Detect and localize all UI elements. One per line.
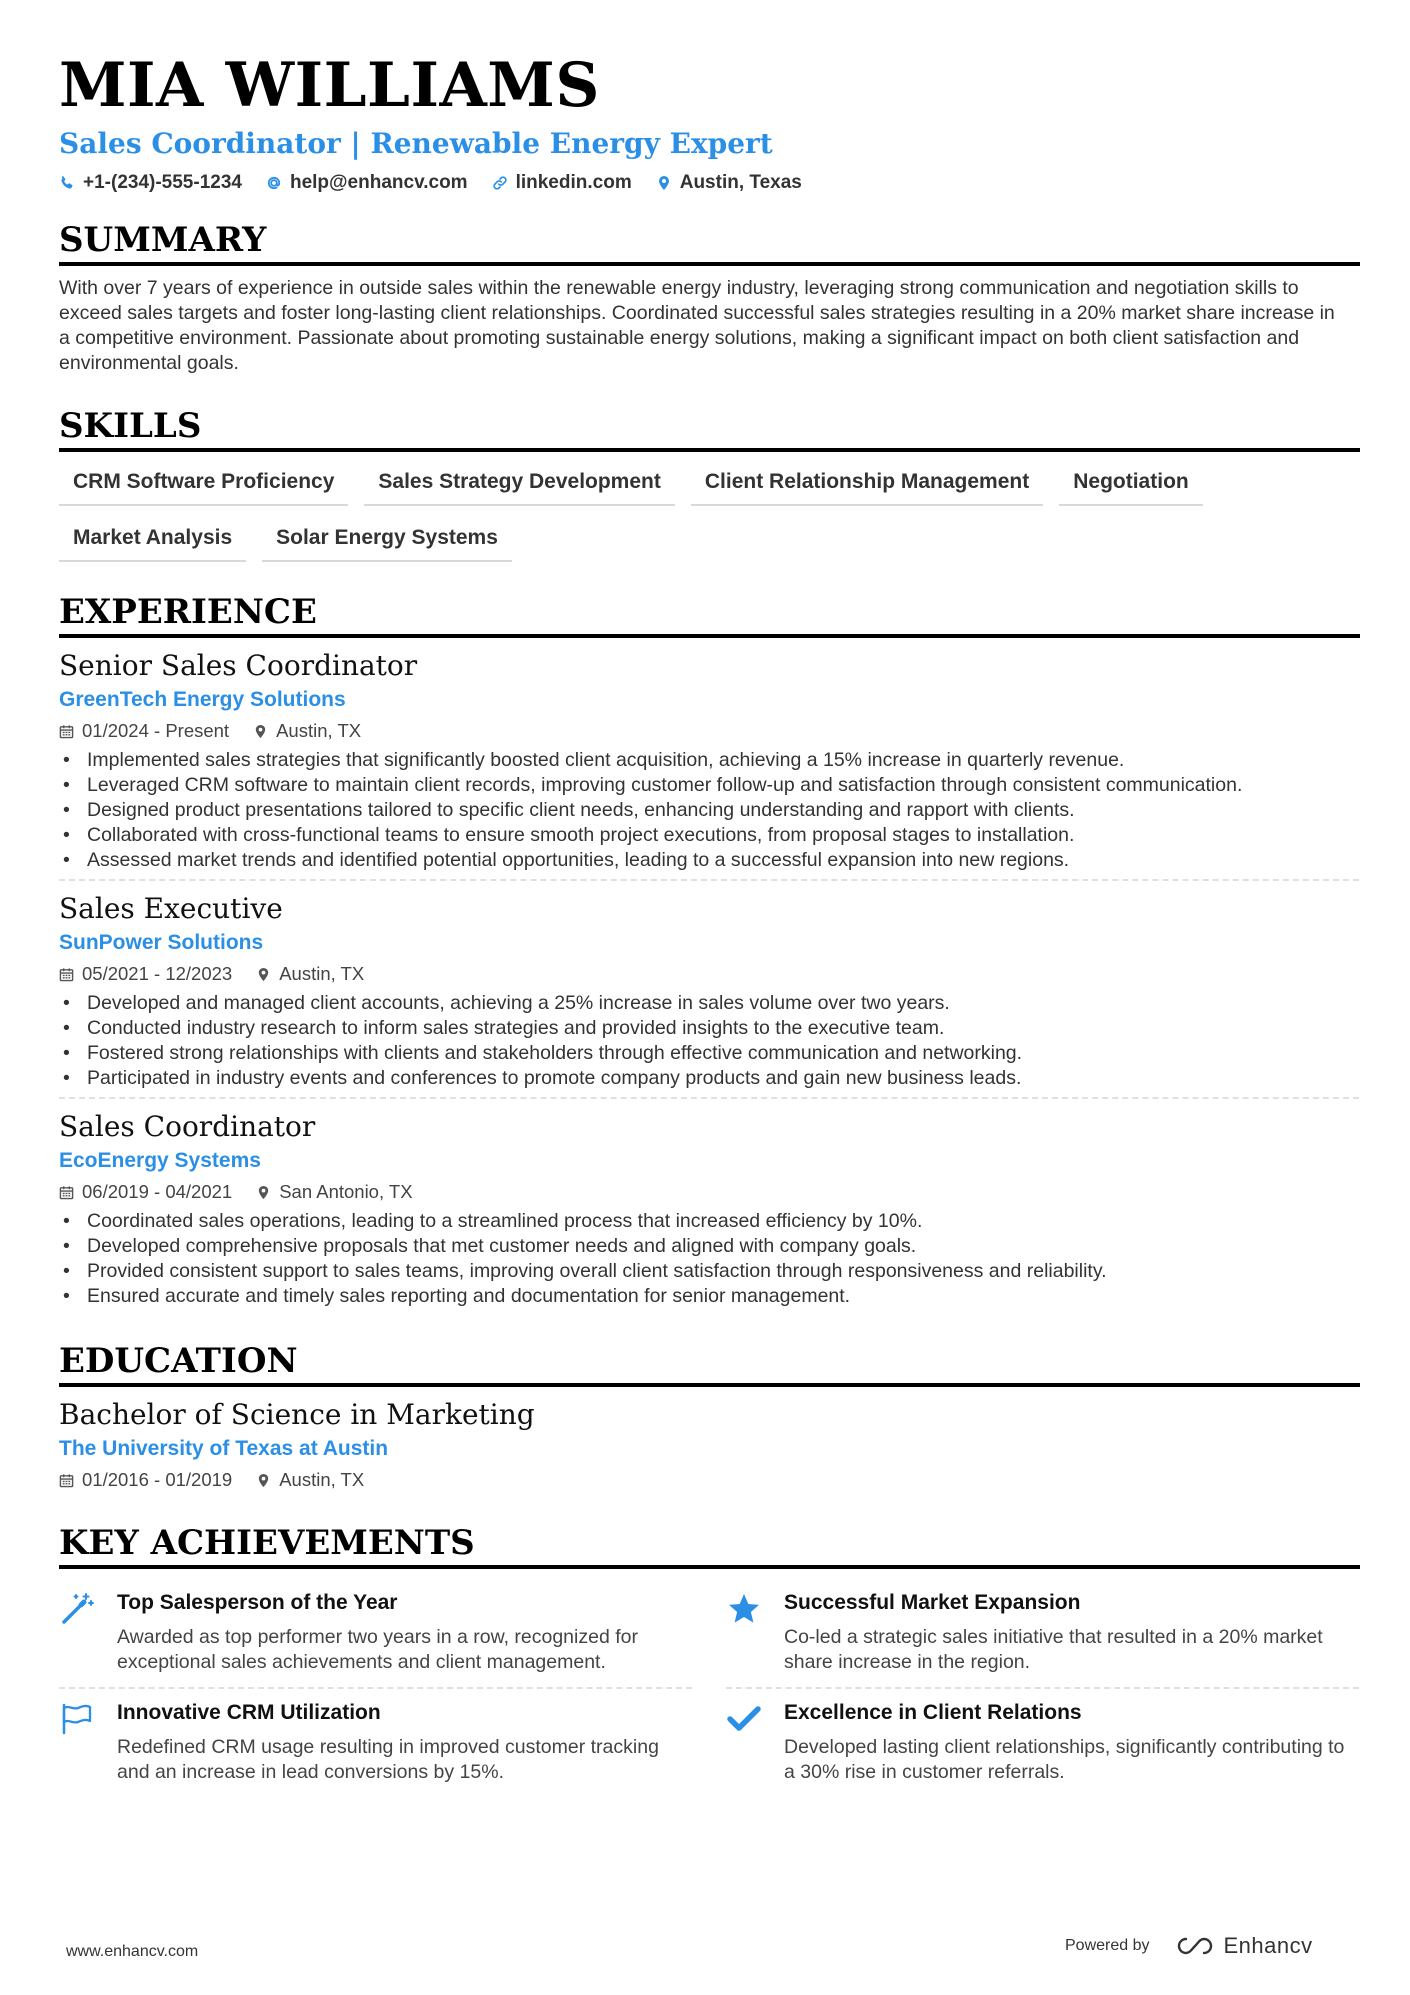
location-pin-icon: [256, 1185, 271, 1200]
job-bullets: [59, 1209, 1359, 1309]
achievement-title: Excellence in Client Relations: [784, 1701, 1082, 1724]
contact-location-text: Austin, Texas: [679, 172, 802, 193]
magic-wand-icon: [59, 1591, 95, 1627]
enhancv-logo-icon: [1174, 1935, 1216, 1957]
job-location: [256, 1179, 412, 1205]
skill-tag: Market Analysis: [59, 520, 246, 562]
job-bullet: • Designed product presentations tailored to specific client needs, enhancing understanding and rapport with clients.: [59, 798, 1359, 823]
footer-website[interactable]: www.enhancv.com: [66, 1943, 199, 1960]
skill-tag: Negotiation: [1059, 464, 1203, 506]
experience-section: [59, 592, 1359, 1315]
skills-title: SKILLS: [59, 406, 1360, 452]
achievement-item: [59, 1579, 692, 1689]
job-dates-text: 05/2021 - 12/2023: [82, 963, 233, 984]
candidate-name: MIA WILLIAMS: [59, 50, 600, 121]
footer-branding: [1065, 1933, 1313, 1959]
job-bullet: • Ensured accurate and timely sales reporting and documentation for senior management.: [59, 1284, 1359, 1309]
job-bullet: • Leveraged CRM software to maintain client records, improving customer follow-up and satisfaction through consistent communication.: [59, 773, 1359, 798]
job-location: [256, 961, 364, 987]
contact-location: [656, 172, 802, 194]
calendar-icon: [59, 967, 74, 982]
job-meta: [59, 718, 1359, 744]
achievement-body: [117, 1589, 692, 1675]
experience-title: EXPERIENCE: [59, 592, 1360, 638]
summary-text: With over 7 years of experience in outside sales within the renewable energy industry, leveraging strong communication and negotiation skills to exceed sales targets and foster long-lasting client relationships. Coordinated successful sales strategies resulting in a 20% market share increase in a competitive environment. Passionate about promoting sustainable energy solutions, making a significant impact on both client satisfaction and environmental goals.: [59, 277, 1335, 374]
education-location: [256, 1467, 364, 1493]
education-entry: [59, 1387, 1359, 1493]
achievement-body: [784, 1699, 1359, 1785]
job-entry: [59, 879, 1359, 1097]
education-location-text: Austin, TX: [279, 1469, 365, 1490]
achievement-icon: [726, 1589, 766, 1675]
achievement-title: Innovative CRM Utilization: [117, 1701, 381, 1724]
job-bullet: • Assessed market trends and identified potential opportunities, leading to a successful expansion into new regions.: [59, 848, 1359, 873]
contact-phone-text: +1-(234)-555-1234: [83, 172, 242, 193]
calendar-icon: [59, 1473, 74, 1488]
job-company: SunPower Solutions: [59, 931, 264, 954]
achievement-icon: [59, 1699, 99, 1785]
resume-content: [59, 52, 1359, 1797]
job-dates: [59, 961, 232, 987]
star-icon: [726, 1591, 762, 1627]
education-meta: [59, 1467, 1359, 1493]
achievement-desc: Awarded as top performer two years in a row, recognized for exceptional sales achievements and client management.: [117, 1626, 638, 1673]
achievement-desc: Developed lasting client relationships, significantly contributing to a 30% rise in customer referrals.: [784, 1736, 1345, 1783]
education-title: EDUCATION: [59, 1341, 1360, 1387]
contact-phone[interactable]: [59, 172, 242, 194]
job-bullet: • Developed comprehensive proposals that met customer needs and aligned with company goals.: [59, 1234, 1359, 1259]
at-icon: [266, 175, 282, 191]
location-pin-icon: [256, 967, 271, 982]
job-bullet: • Conducted industry research to inform sales strategies and provided insights to the executive team.: [59, 1016, 1359, 1041]
job-meta: [59, 961, 1359, 987]
achievement-icon: [726, 1699, 766, 1785]
achievement-body: [784, 1589, 1359, 1675]
summary-title: SUMMARY: [59, 220, 1360, 266]
achievement-icon: [59, 1589, 99, 1675]
job-location: [253, 718, 361, 744]
job-dates: [59, 718, 229, 744]
job-bullet: • Participated in industry events and conferences to promote company products and gain new business leads.: [59, 1066, 1359, 1091]
summary-section: [59, 220, 1359, 376]
education-school: The University of Texas at Austin: [59, 1437, 389, 1460]
skill-tag: Solar Energy Systems: [262, 520, 512, 562]
job-title: Senior Sales Coordinator: [59, 649, 418, 682]
job-location-text: Austin, TX: [276, 720, 362, 741]
achievement-body: [117, 1699, 692, 1785]
calendar-icon: [59, 1185, 74, 1200]
education-degree: Bachelor of Science in Marketing: [59, 1398, 535, 1431]
job-bullet: • Implemented sales strategies that significantly boosted client acquisition, achieving a 15% increase in quarterly revenue.: [59, 748, 1359, 773]
achievement-item: [726, 1689, 1359, 1797]
candidate-headline: Sales Coordinator | Renewable Energy Expert: [59, 127, 773, 160]
header: [59, 52, 1359, 194]
job-location-text: Austin, TX: [279, 963, 365, 984]
job-entry: [59, 1097, 1359, 1315]
job-dates-text: 01/2024 - Present: [82, 720, 230, 741]
job-bullet: • Provided consistent support to sales teams, improving overall client satisfaction through responsiveness and reliability.: [59, 1259, 1359, 1284]
enhancv-logo[interactable]: [1174, 1933, 1313, 1959]
job-location-text: San Antonio, TX: [279, 1181, 413, 1202]
link-icon: [492, 175, 508, 191]
contact-email[interactable]: [266, 172, 468, 194]
location-pin-icon: [253, 724, 268, 739]
achievement-desc: Co-led a strategic sales initiative that resulted in a 20% market share increase in the region.: [784, 1626, 1323, 1673]
job-company: EcoEnergy Systems: [59, 1149, 261, 1172]
location-pin-icon: [256, 1473, 271, 1488]
job-company: GreenTech Energy Solutions: [59, 688, 346, 711]
education-section: [59, 1341, 1359, 1493]
skill-tag: Sales Strategy Development: [364, 464, 674, 506]
contact-linkedin-text: linkedin.com: [515, 172, 632, 193]
location-pin-icon: [656, 175, 672, 191]
brand-name: Enhancv: [1223, 1933, 1313, 1958]
skills-list: [59, 464, 1359, 562]
achievement-item: [726, 1579, 1359, 1689]
calendar-icon: [59, 724, 74, 739]
achievements-grid: [59, 1579, 1359, 1797]
achievement-title: Successful Market Expansion: [784, 1591, 1081, 1614]
job-bullet: • Fostered strong relationships with clients and stakeholders through effective communication and networking.: [59, 1041, 1359, 1066]
contact-linkedin[interactable]: [492, 172, 632, 194]
job-meta: [59, 1179, 1359, 1205]
job-bullets: [59, 748, 1359, 873]
education-dates: [59, 1467, 232, 1493]
achievements-title: KEY ACHIEVEMENTS: [59, 1523, 1360, 1569]
achievements-section: [59, 1523, 1359, 1797]
achievement-desc: Redefined CRM usage resulting in improved customer tracking and an increase in lead conversions by 15%.: [117, 1736, 659, 1783]
phone-icon: [59, 175, 75, 191]
checkmark-icon: [726, 1701, 762, 1737]
job-entry: [59, 638, 1359, 879]
achievement-item: [59, 1689, 692, 1797]
job-bullet: • Collaborated with cross-functional teams to ensure smooth project executions, from proposal stages to installation.: [59, 823, 1359, 848]
skills-section: [59, 406, 1359, 562]
job-dates: [59, 1179, 232, 1205]
skill-tag: CRM Software Proficiency: [59, 464, 348, 506]
education-dates-text: 01/2016 - 01/2019: [82, 1469, 233, 1490]
job-bullet: • Coordinated sales operations, leading to a streamlined process that increased efficiency by 10%.: [59, 1209, 1359, 1234]
job-title: Sales Coordinator: [59, 1110, 316, 1143]
contact-email-text: help@enhancv.com: [289, 172, 468, 193]
job-bullet: • Developed and managed client accounts, achieving a 25% increase in sales volume over two years.: [59, 991, 1359, 1016]
flag-icon: [59, 1701, 95, 1737]
job-title: Sales Executive: [59, 892, 283, 925]
contact-bar: [59, 172, 1359, 194]
powered-by-label: Powered by: [1065, 1937, 1150, 1954]
job-dates-text: 06/2019 - 04/2021: [82, 1181, 233, 1202]
job-bullets: [59, 991, 1359, 1091]
skill-tag: Client Relationship Management: [691, 464, 1043, 506]
achievement-title: Top Salesperson of the Year: [117, 1591, 398, 1614]
